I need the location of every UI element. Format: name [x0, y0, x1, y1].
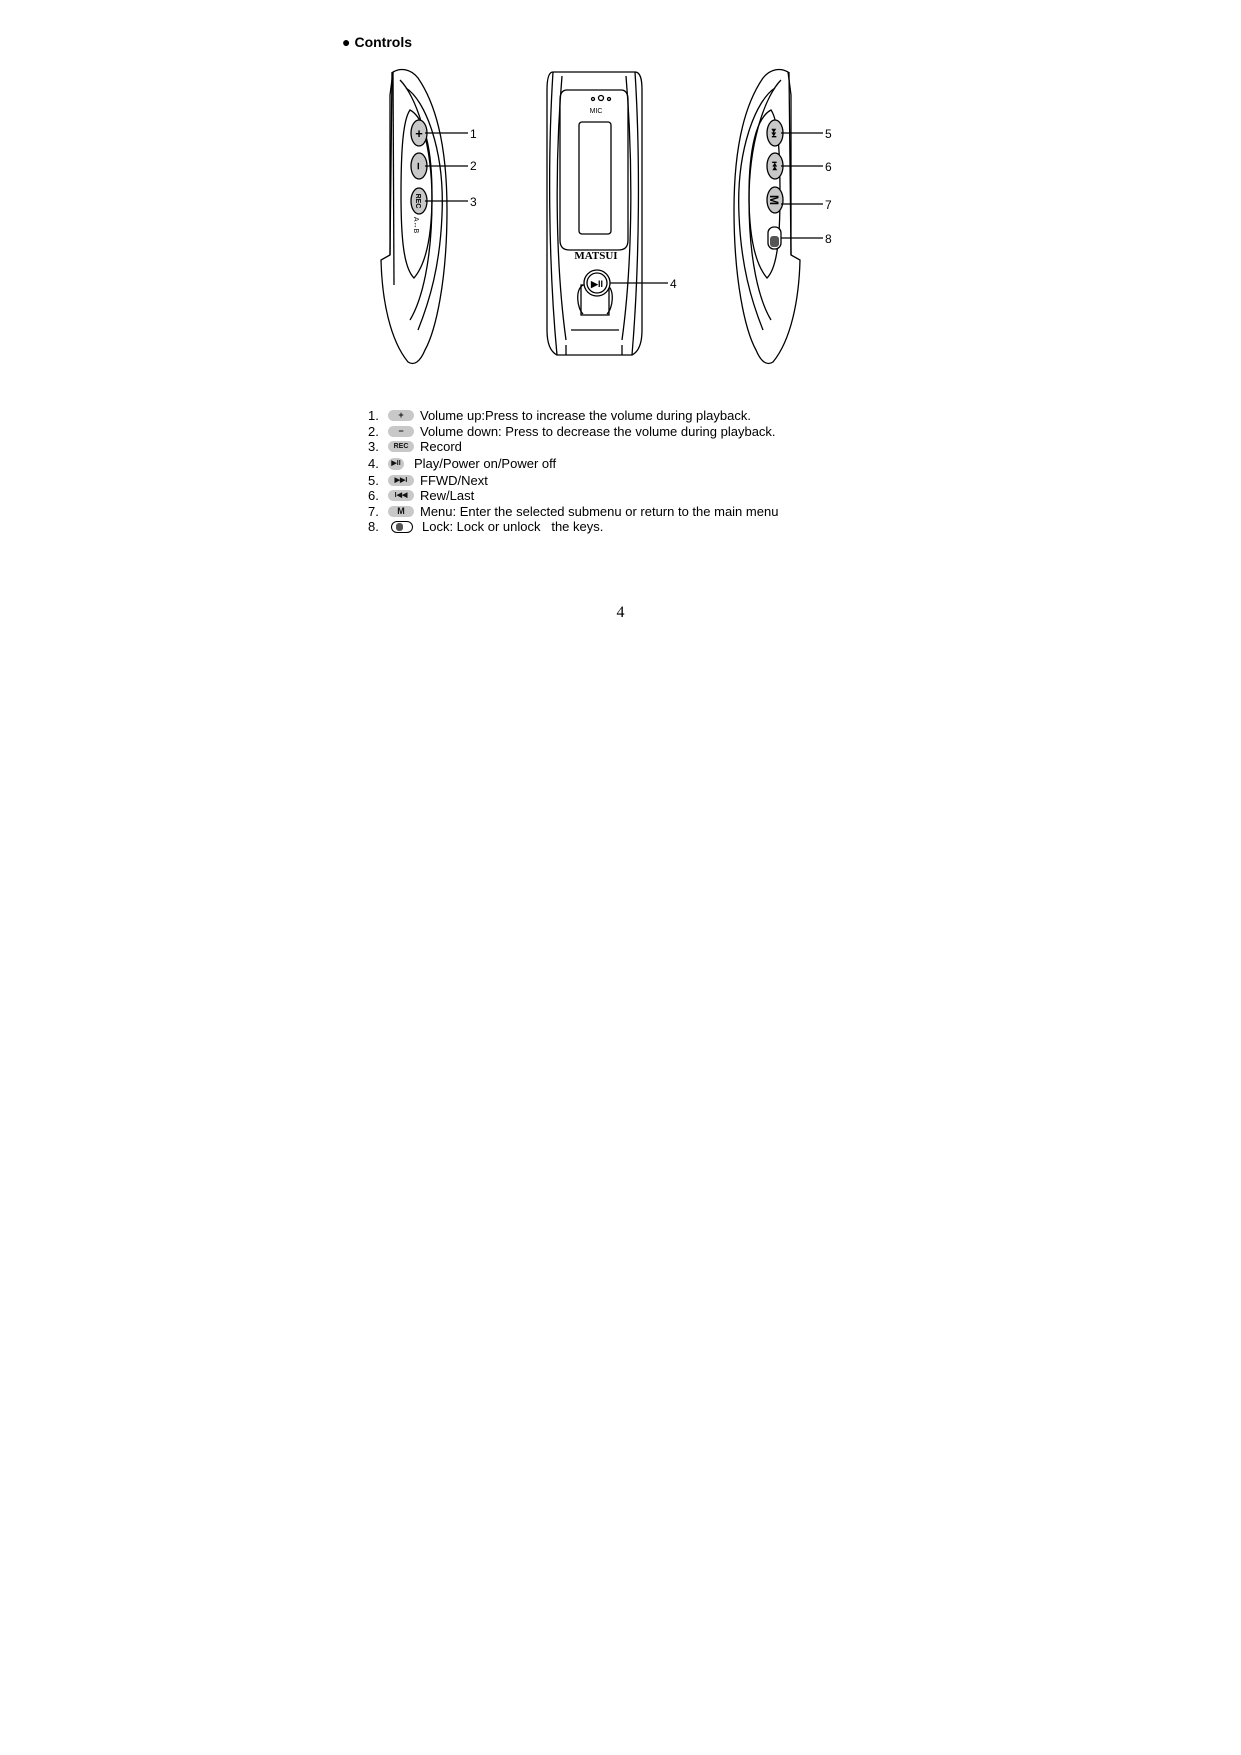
play-glyph: ▶II: [591, 279, 603, 289]
item-text: Play/Power on/Power off: [414, 455, 557, 471]
item-number: 7.: [368, 503, 379, 519]
list-item: [368, 519, 778, 535]
right-side-view: [734, 70, 800, 364]
callout-7: 7: [825, 198, 832, 212]
item-number: 1.: [368, 408, 379, 423]
list-item: [368, 439, 778, 455]
list-item: [368, 408, 778, 424]
list-item: [368, 455, 778, 473]
item-text: Lock: Lock or unlock the keys.: [422, 519, 604, 534]
callout-4: 4: [670, 277, 677, 291]
list-item: [368, 488, 778, 504]
play-pause-icon: ▶II: [388, 458, 404, 470]
callout-2: 2: [470, 159, 477, 173]
page-number: 4: [616, 604, 625, 621]
item-text: FFWD/Next: [420, 472, 488, 488]
item-number: 5.: [368, 472, 379, 488]
list-item: [368, 504, 778, 520]
callout-5: 5: [825, 127, 832, 141]
item-number: 2.: [368, 423, 379, 439]
record-icon: REC: [388, 441, 414, 452]
heading-bullet: ●: [342, 34, 351, 50]
volume-up-glyph: +: [415, 126, 423, 141]
callout-3: 3: [470, 195, 477, 209]
ffwd-glyph: ⏭: [768, 128, 779, 138]
list-item: [368, 473, 778, 489]
volume-up-icon: +: [388, 410, 414, 421]
heading-title: Controls: [354, 34, 413, 50]
item-text: Menu: Enter the selected submenu or return to the main menu: [420, 503, 779, 519]
lock-switch-icon: [391, 521, 413, 533]
item-text: Volume up:Press to increase the volume during playback.: [420, 408, 751, 423]
callout-6: 6: [825, 160, 832, 174]
menu-icon: M: [388, 506, 414, 517]
record-glyph: REC: [414, 193, 421, 209]
item-number: 8.: [368, 519, 379, 534]
item-number: 4.: [368, 455, 379, 471]
next-icon: ▶▶I: [388, 475, 414, 486]
ab-label: A↔B: [412, 216, 419, 234]
callout-1: 1: [470, 127, 477, 141]
controls-list: [368, 408, 778, 535]
item-text: Record: [420, 439, 462, 454]
volume-down-glyph: −: [411, 162, 426, 170]
item-text: Rew/Last: [420, 488, 475, 503]
mic-label: MIC: [589, 108, 603, 115]
item-text: Volume down: Press to decrease the volume during playback.: [420, 423, 776, 439]
previous-icon: I◀◀: [388, 490, 414, 501]
volume-down-icon: −: [388, 426, 414, 437]
brand-logo: MATSUI: [574, 250, 618, 262]
item-number: 6.: [368, 488, 379, 503]
callout-8: 8: [825, 232, 832, 246]
item-number: 3.: [368, 439, 379, 454]
device-diagram: [0, 0, 1241, 380]
rew-glyph: ⏮: [768, 161, 779, 171]
menu-glyph: M: [767, 195, 781, 205]
list-item: [368, 424, 778, 440]
